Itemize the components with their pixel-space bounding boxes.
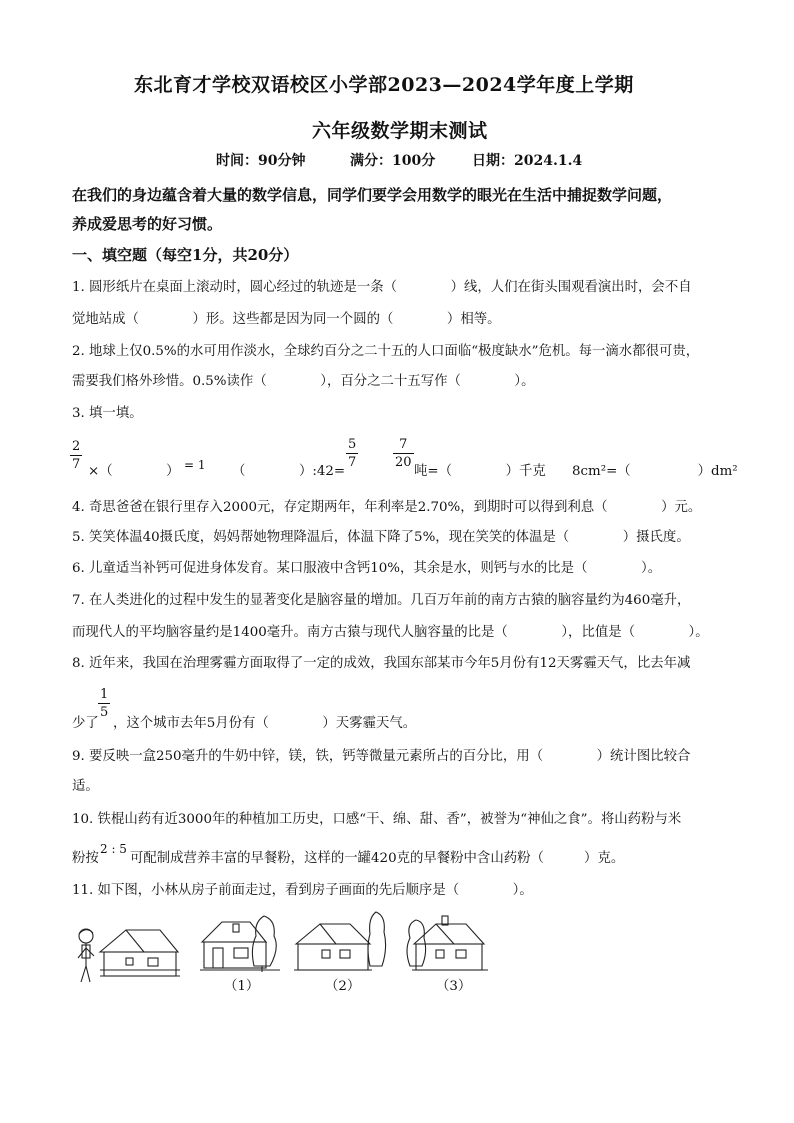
question-9-line-2: 适。: [72, 779, 99, 794]
question-3-part-b: = 1: [184, 458, 206, 472]
question-10-line-1: 10. 铁棍山药有近3000年的种植加工历史，口感“干、绵、甜、香”，被誉为“神仙之食”。将山药粉与米: [72, 812, 682, 827]
fraction-denominator: 5: [100, 705, 109, 720]
figure-label-2: （2）: [325, 979, 361, 994]
question-10-post: 可配制成营养丰富的早餐粉，这样的一罐420克的早餐粉中含山药粉（ ）克。: [130, 851, 625, 866]
figure-label-1: （1）: [224, 979, 260, 994]
fraction-denominator: 7: [348, 455, 357, 470]
question-4: 4. 奇思爸爸在银行里存入2000元，存定期两年，年利率是2.70%，到期时可以得到利息（ ）元。: [72, 500, 702, 515]
question-8-line-1: 8. 近年来，我国在治理雾霾方面取得了一定的成效，我国东部某市今年5月份有12天雾霾天气，比去年减: [72, 656, 691, 671]
question-3-part-c: （ ）:42=: [232, 464, 346, 479]
fraction-2-7: [70, 438, 82, 473]
fraction-numerator: 1: [100, 687, 109, 702]
question-2-line-2: 需要我们格外珍惜。0.5%读作（ ），百分之二十五写作（ ）。: [72, 374, 535, 389]
exam-title: 东北育才学校双语校区小学部2023—2024学年度上学期: [134, 74, 634, 96]
intro-line-2: 养成爱思考的好习惯。: [72, 215, 223, 233]
question-7-line-1: 7. 在人类进化的过程中发生的显著变化是脑容量的增加。几百万年前的南方古猿的脑容量约为460毫升，: [72, 593, 691, 608]
figure-label-3: （3）: [436, 979, 472, 994]
house-icon-1: [200, 916, 280, 972]
exam-subtitle: 六年级数学期末测试: [312, 120, 488, 142]
fraction-1-5: [98, 686, 110, 721]
question-6: 6. 儿童适当补钙可促进身体发育。某口服液中含钙10%，其余是水，则钙与水的比是（ ）。: [72, 561, 662, 576]
section-heading: 一、填空题（每空1分，共20分）: [72, 246, 299, 264]
house-icon-start: [100, 930, 180, 976]
intro-line-1: 在我们的身边蕴含着大量的数学信息，同学们要学会用数学的眼光在生活中捕捉数学问题，: [72, 186, 673, 204]
fraction-numerator: 5: [348, 437, 357, 452]
fraction-7-20: [393, 436, 414, 471]
boy-icon: [78, 929, 94, 982]
question-2-line-1: 2. 地球上仅0.5%的水可用作淡水，全球约百分之二十五的人口面临“极度缺水”危机。每一滴水都很可贵，: [72, 344, 700, 359]
fraction-5-7: [346, 436, 358, 471]
question-3-part-d: 吨=（ ）千克: [414, 464, 546, 479]
question-7-line-2: 而现代人的平均脑容量约是1400毫升。南方古猿与现代人脑容量的比是（ ），比值是（ ）。: [72, 625, 709, 640]
question-3-part-a: ×（ ）: [88, 464, 180, 479]
question-8-pre: 少了: [72, 716, 99, 731]
exam-time: 时间：90分钟: [216, 153, 306, 169]
fraction-denominator: 20: [395, 455, 412, 470]
question-5: 5. 笑笑体温40摄氏度，妈妈帮她物理降温后，体温下降了5%，现在笑笑的体温是（ ）摄氏度。: [72, 530, 690, 545]
house-icon-2: [294, 912, 386, 970]
question-3-label: 3. 填一填。: [72, 406, 143, 421]
exam-date: 日期：2024.1.4: [472, 153, 583, 169]
question-11-line-1: 11. 如下图，小林从房子前面走过，看到房子画面的先后顺序是（ ）。: [72, 883, 533, 898]
fraction-numerator: 7: [399, 437, 408, 452]
question-9-line-1: 9. 要反映一盒250毫升的牛奶中锌，镁，铁，钙等微量元素所占的百分比，用（ ）统计图比较合: [72, 749, 691, 764]
question-1-line-2: 觉地站成（ ）形。这些都是因为同一个圆的（ ）相等。: [72, 312, 501, 327]
fraction-numerator: 2: [72, 439, 81, 454]
fraction-denominator: 7: [72, 457, 81, 472]
question-8-post: ，这个城市去年5月份有（ ）天雾霾天气。: [113, 716, 417, 731]
exam-full-score: 满分：100分: [350, 153, 436, 169]
question-10-ratio: 2 : 5: [100, 842, 127, 856]
question-3-part-e: 8cm²=（ ）dm²: [572, 464, 738, 479]
question-10-pre: 粉按: [72, 851, 99, 866]
house-icon-3: [407, 916, 488, 970]
question-1-line-1: 1. 圆形纸片在桌面上滚动时，圆心经过的轨迹是一条（ ）线，人们在街头围观看演出时，会不自: [72, 280, 692, 295]
